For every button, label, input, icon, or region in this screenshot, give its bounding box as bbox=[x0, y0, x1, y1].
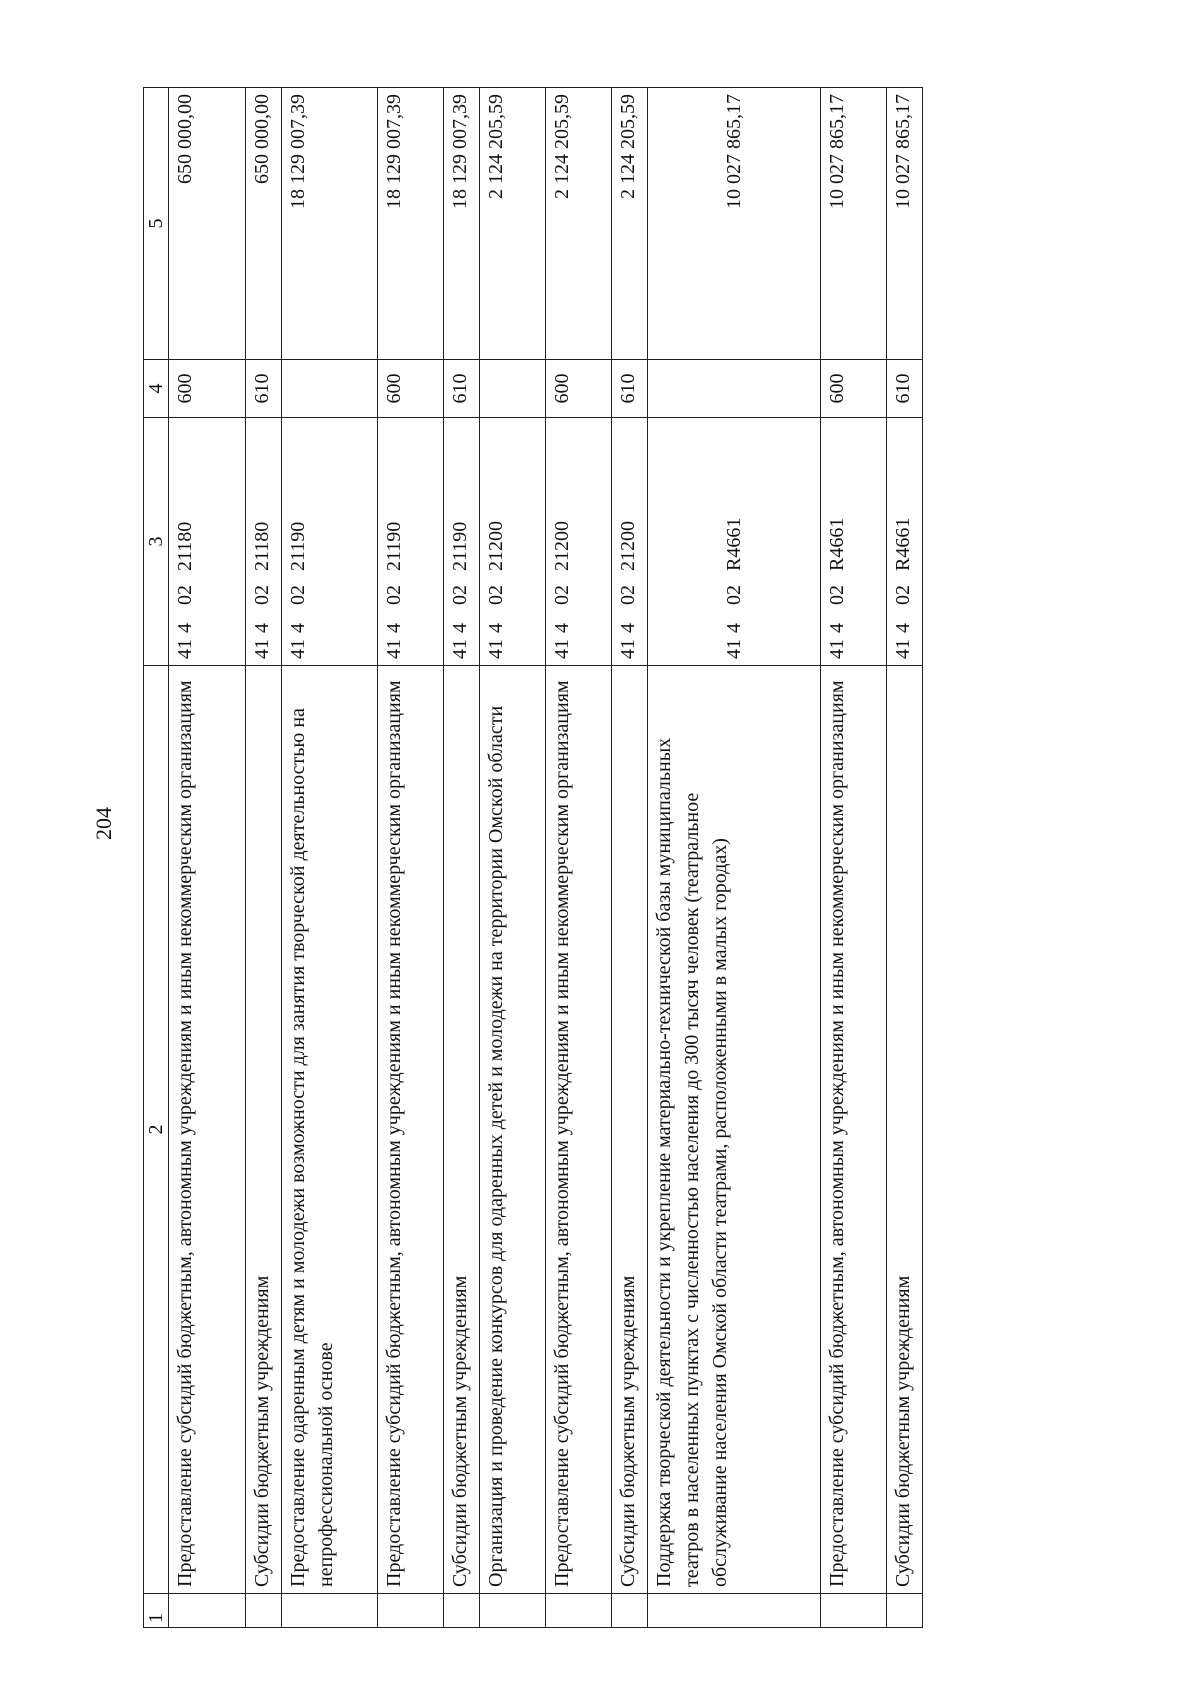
budget-table bbox=[143, 87, 923, 1628]
row-code: 4140221200 bbox=[612, 418, 648, 666]
table-row bbox=[282, 88, 378, 1628]
row-index-cell bbox=[444, 1594, 480, 1628]
table-row bbox=[480, 88, 546, 1628]
table-row bbox=[612, 88, 648, 1628]
header-col-3: 3 bbox=[144, 418, 169, 666]
row-amount: 2 124 205,59 bbox=[546, 88, 612, 360]
row-vr bbox=[282, 360, 378, 418]
table-row bbox=[444, 88, 480, 1628]
row-amount: 18 129 007,39 bbox=[282, 88, 378, 360]
row-amount: 650 000,00 bbox=[169, 88, 246, 360]
row-amount: 10 027 865,17 bbox=[648, 88, 821, 360]
row-name: Субсидии бюджетным учреждениям bbox=[246, 666, 282, 1594]
row-amount: 2 124 205,59 bbox=[612, 88, 648, 360]
row-name: Субсидии бюджетным учреждениям bbox=[887, 666, 923, 1594]
row-index-cell bbox=[378, 1594, 444, 1628]
row-name: Организация и проведение конкурсов для одаренных детей и молодежи на территории Омской области bbox=[480, 666, 546, 1594]
table-row bbox=[546, 88, 612, 1628]
table-row bbox=[821, 88, 887, 1628]
row-code: 41402R4661 bbox=[821, 418, 887, 666]
row-vr: 610 bbox=[246, 360, 282, 418]
row-vr bbox=[648, 360, 821, 418]
page-number: 204 bbox=[91, 807, 116, 840]
row-vr: 600 bbox=[378, 360, 444, 418]
row-vr: 600 bbox=[169, 360, 246, 418]
row-name: Предоставление субсидий бюджетным, автономным учреждениям и иным некоммерческим организациям bbox=[169, 666, 246, 1594]
rotated-table-container bbox=[143, 88, 923, 1628]
row-code: 41402R4661 bbox=[648, 418, 821, 666]
row-code: 4140221180 bbox=[246, 418, 282, 666]
table-row bbox=[246, 88, 282, 1628]
row-name: Предоставление субсидий бюджетным, автономным учреждениям и иным некоммерческим организациям bbox=[546, 666, 612, 1594]
row-name: Предоставление субсидий бюджетным, автономным учреждениям и иным некоммерческим организациям bbox=[821, 666, 887, 1594]
row-index-cell bbox=[480, 1594, 546, 1628]
row-code: 4140221200 bbox=[546, 418, 612, 666]
row-vr: 600 bbox=[546, 360, 612, 418]
table-row bbox=[648, 88, 821, 1628]
row-name: Субсидии бюджетным учреждениям bbox=[444, 666, 480, 1594]
row-code: 41402R4661 bbox=[887, 418, 923, 666]
row-index-cell bbox=[546, 1594, 612, 1628]
row-amount: 18 129 007,39 bbox=[378, 88, 444, 360]
row-index-cell bbox=[612, 1594, 648, 1628]
table-row bbox=[378, 88, 444, 1628]
row-code: 4140221180 bbox=[169, 418, 246, 666]
row-code: 4140221190 bbox=[444, 418, 480, 666]
header-col-1: 1 bbox=[144, 1594, 169, 1628]
row-index-cell bbox=[887, 1594, 923, 1628]
row-vr: 610 bbox=[887, 360, 923, 418]
header-col-2: 2 bbox=[144, 666, 169, 1594]
table-header-row bbox=[144, 88, 169, 1628]
header-col-4: 4 bbox=[144, 360, 169, 418]
row-amount: 10 027 865,17 bbox=[821, 88, 887, 360]
row-code: 4140221190 bbox=[378, 418, 444, 666]
row-name: Субсидии бюджетным учреждениям bbox=[612, 666, 648, 1594]
row-amount: 650 000,00 bbox=[246, 88, 282, 360]
row-amount: 10 027 865,17 bbox=[887, 88, 923, 360]
row-index-cell bbox=[169, 1594, 246, 1628]
row-amount: 18 129 007,39 bbox=[444, 88, 480, 360]
row-index-cell bbox=[648, 1594, 821, 1628]
header-col-5: 5 bbox=[144, 88, 169, 360]
row-vr: 610 bbox=[612, 360, 648, 418]
row-code: 4140221200 bbox=[480, 418, 546, 666]
row-amount: 2 124 205,59 bbox=[480, 88, 546, 360]
row-vr: 600 bbox=[821, 360, 887, 418]
row-name: Поддержка творческой деятельности и укрепление материально-технической базы муниципальных театров в населенных пунктах с численностью населения до 300 тысяч человек (театральное обслуживание населения Омской области театрами, расположенными в малых городах) bbox=[648, 666, 821, 1594]
row-vr: 610 bbox=[444, 360, 480, 418]
table-row bbox=[169, 88, 246, 1628]
row-index-cell bbox=[821, 1594, 887, 1628]
row-code: 4140221190 bbox=[282, 418, 378, 666]
row-name: Предоставление одаренным детям и молодежи возможности для занятия творческой деятельностью на непрофессиональной основе bbox=[282, 666, 378, 1594]
row-index-cell bbox=[282, 1594, 378, 1628]
row-index-cell bbox=[246, 1594, 282, 1628]
table-row bbox=[887, 88, 923, 1628]
row-vr bbox=[480, 360, 546, 418]
row-name: Предоставление субсидий бюджетным, автономным учреждениям и иным некоммерческим организациям bbox=[378, 666, 444, 1594]
